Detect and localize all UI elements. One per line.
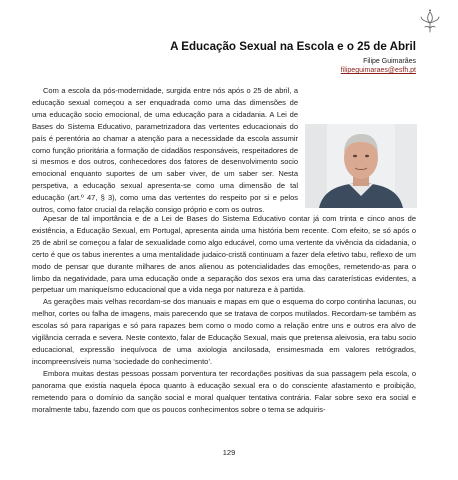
- author-photo: [305, 124, 417, 208]
- lily-logo-icon: [418, 8, 442, 34]
- article-title: A Educação Sexual na Escola e o 25 de Abril: [170, 40, 416, 53]
- paragraph-4: Embora muitas destas pessoas possam porventura ter recordações positivas da sua passagem pela escola, o panorama que existia naquela época quanto à educação sexual era o do consciente afastamento e proibição, remetendo para o domínio da sanção social e moral qualquer tentativa contrária. Falar sobre sexo era social e moralmente tabu, fazendo com que os poucos conhecimentos sobre o tema se adquiris-: [32, 368, 416, 414]
- author-name: Filipe Guimarães: [363, 58, 416, 65]
- article-body: [32, 213, 416, 415]
- page-number: 129: [222, 448, 236, 457]
- paragraph-2: Apesar de tal importância e de a Lei de Bases do Sistema Educativo contar já com trinta e cinco anos de existência, a Educação Sexual, em Portugal, apresenta ainda uma história bem recente. Com efeito, se só após o 25 de abril se começou a falar de sexualidade como algo educável, como uma vertente da vivência da cidadania, o certo é que os tabus inerentes a uma mentalidade judaico-cristã continuam a fazer dela efetivo tabu, reflexo de um modo de pensar que durante milhares de anos alienou as potencialidades das emoções, remetendo-as para o limbo da negatividade, para uma educação onde a separação dos sexos era uma das caraterísticas evidentes, a perpetuar um maniqueísmo educacional que a vida nega por natureza e à partida.: [32, 214, 416, 295]
- paragraph-3: As gerações mais velhas recordam-se dos manuais e mapas em que o esquema do corpo continha lacunas, ou melhor, cortes ou falha de imagens, mais parecendo que se tratava de corpos mutilados. Recordam-se também as escolas só para raparigas e só para rapazes bem como o modo como a relação entre uns e outros era alvo de vigilância cerrada e severa. Neste contexto, falar de Educação Sexual, mais que pretensa aleivosia, era tabu socio educacional, expressão inequívoca de uma axiologia ancilosada, ensimesmada em valores retrógrados, incompreensíveis numa ‘sociedade do conhecimento’.: [32, 297, 416, 366]
- paragraph-1: Com a escola da pós-modernidade, surgida entre nós após o 25 de abril, a educação sexual começou a ser enquadrada como uma das dimensões de uma educação socio emocional, de uma educação para a cidadania. A Lei de Bases do Sistema Educativo, parametrizadora das vertentes educacionais do país é perentória ao chamar a atenção para a necessidade da escola assumir como função prioritária a formação de cidadãos responsáveis, respeitadores de si mesmos e dos outros, conhecedores dos fatores de desenvolvimento socio emocional enquanto suportes de um saber viver, de um saber ser. Nesta perspetiva, a educação sexual apresenta-se como uma dimensão de tal educação (art.º 47, § 3), como uma das vertentes do respeito por si e pelos outros, como fator crucial da relação consigo próprio e com os outros.: [32, 86, 298, 215]
- article-intro-column: [32, 85, 298, 216]
- author-email-link[interactable]: filipeguimaraes@esfh.pt: [340, 67, 416, 74]
